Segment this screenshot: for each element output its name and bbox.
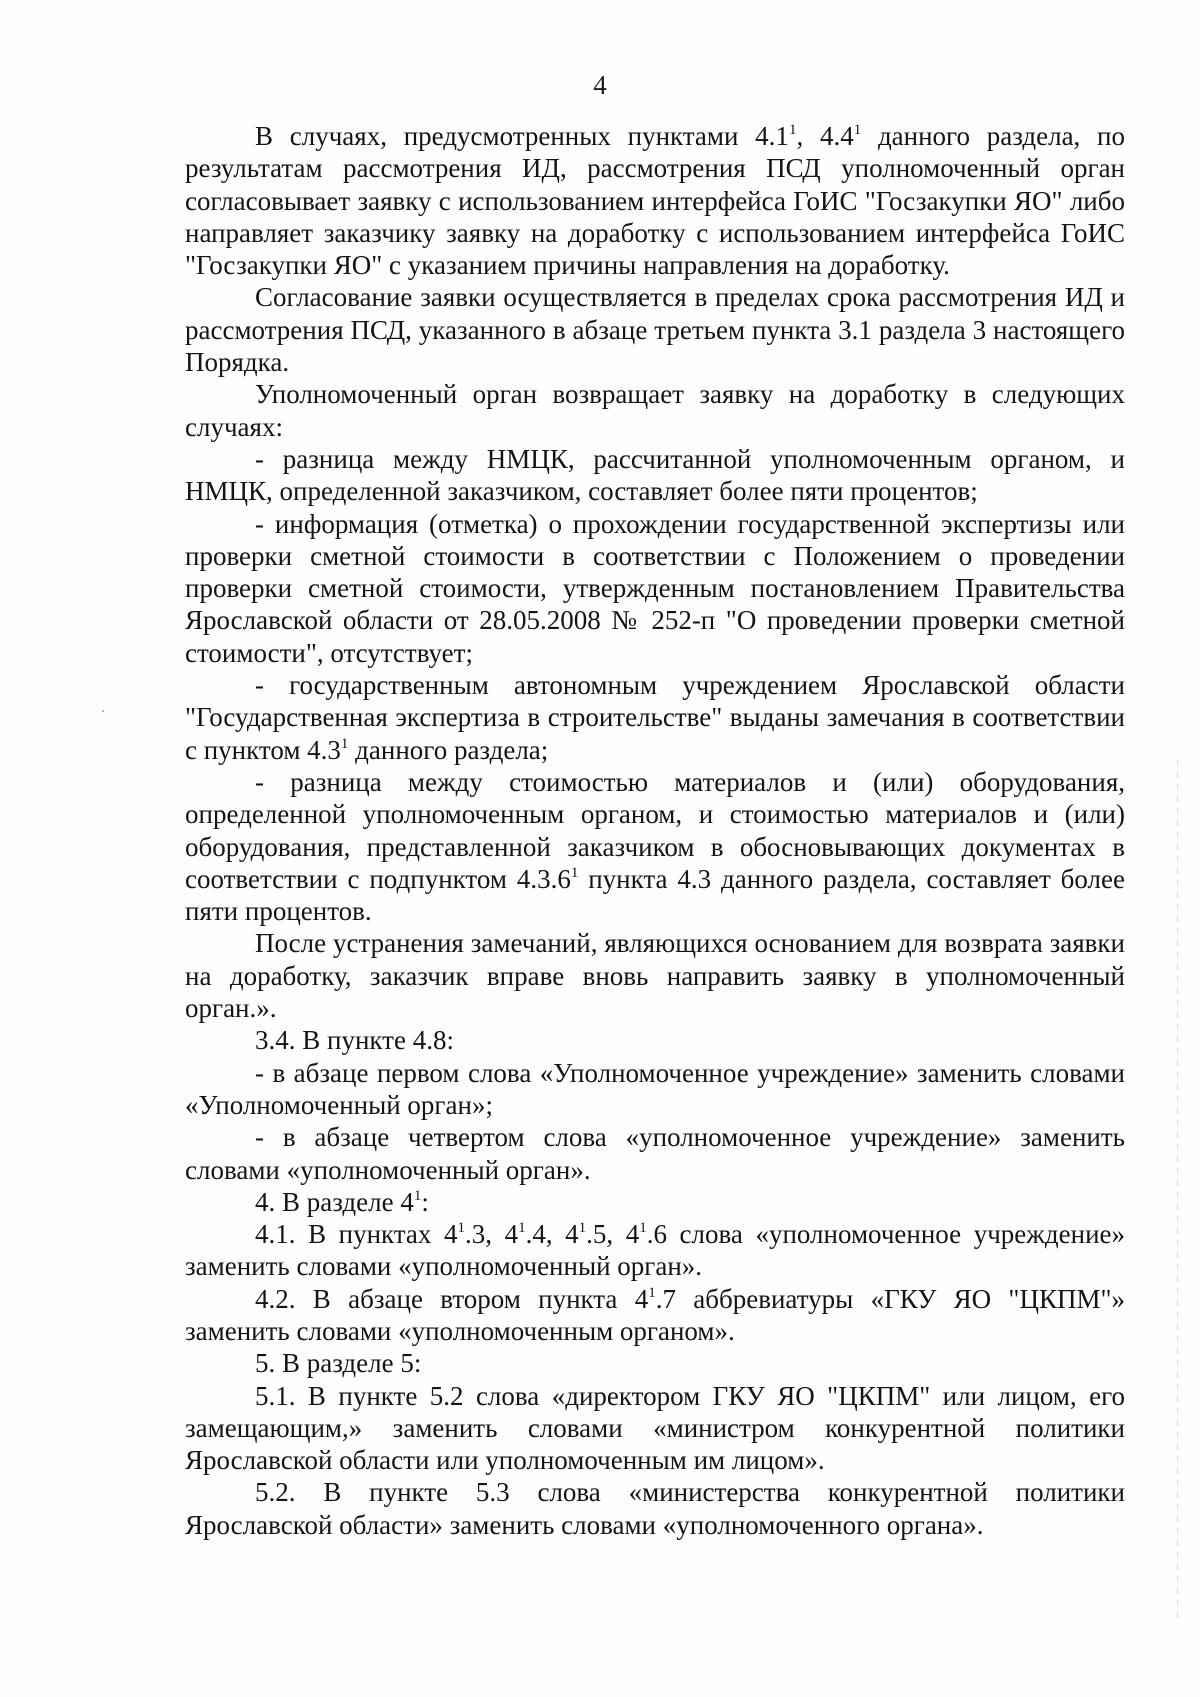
paragraph-item-3-4: 3.4. В пункте 4.8:	[255, 1025, 454, 1056]
paragraph-item-3-4-fourth: - в абзаце четвертом слова «уполномоченное учреждение» заменить словами «уполномоченный орган».	[185, 1122, 1125, 1185]
scan-edge-artifact	[1177, 760, 1178, 1620]
scan-speck	[102, 710, 104, 712]
paragraph-approval-cases: В случаях, предусмотренных пунктами $4.1^1$, $4.4^1$ данного раздела, по результатам рассмотрения ИД, рассмотрения ПСД уполномоченный орган согласовывает заявку с использованием интерфейса ГоИС "Госзакупки ЯО" либо направляет заказчику заявку на доработку с использованием интерфейса ГоИС "Госзакупки ЯО" с указанием причины направления на доработку.	[185, 121, 1125, 281]
paragraph-section-4-1: 4. В разделе $4^1$:	[255, 1186, 429, 1217]
paragraph-case-materials-difference: - разница между стоимостью материалов и (или) оборудования, определенной уполномоченным органом, и стоимостью материалов и (или) оборудования, представленной заказчиком в обосновывающих документах в соответствии с подпунктом 4.3.6$^1$ пункта 4.3 данного раздела, составляет более пяти процентов.	[185, 766, 1125, 927]
page-number: 4	[593, 70, 607, 100]
paragraph-approval-term: Согласование заявки осуществляется в пределах срока рассмотрения ИД и рассмотрения ПСД, указанного в абзаце третьем пункта 3.1 раздела 3 настоящего Порядка.	[185, 282, 1125, 378]
paragraph-item-4-1: 4.1. В пунктах $4^1.3$, $4^1.4$, $4^1.5$, $4^1.6$ слова «уполномоченное учреждение» заменить словами «уполномоченный орган».	[185, 1219, 1126, 1282]
document-body	[185, 120, 1125, 1541]
paragraph-item-5-1: 5.1. В пункте 5.2 слова «директором ГКУ ЯО "ЦКПМ" или лицом, его замещающим,» заменить словами «министром конкурентной политики Ярославской области или уполномоченным им лицом».	[185, 1380, 1125, 1476]
paragraph-case-nmck-difference: - разница между НМЦК, рассчитанной уполномоченным органом, и НМЦК, определенной заказчиком, составляет более пяти процентов;	[185, 443, 1125, 507]
paragraph-item-4-2: 4.2. В абзаце втором пункта $4^1.7$ аббревиатуры «ГКУ ЯО "ЦКПМ"» заменить словами «уполномоченным органом».	[185, 1283, 1125, 1346]
paragraph-return-cases-intro: Уполномоченный орган возвращает заявку на доработку в следующих случаях:	[185, 379, 1125, 442]
paragraph-case-expertise-missing: - информация (отметка) о прохождении государственной экспертизы или проверки сметной стоимости в соответствии с Положением о проведении проверки сметной стоимости, утвержденным постановлением Правительства Ярославской области от 28.05.2008 № 252-п "О проведении проверки сметной стоимости", отсутствует;	[185, 508, 1125, 668]
paragraph-item-3-4-first: - в абзаце первом слова «Уполномоченное учреждение» заменить словами «Уполномоченный орган»;	[185, 1057, 1125, 1120]
paragraph-section-5: 5. В разделе 5:	[255, 1348, 422, 1379]
paragraph-resubmission: После устранения замечаний, являющихся основанием для возврата заявки на доработку, заказчик вправе вновь направить заявку в уполномоченный орган.».	[185, 928, 1125, 1024]
paragraph-case-expertise-remarks: - государственным автономным учреждением Ярославской области "Государственная экспертиза в строительстве" выданы замечания в соответствии с пунктом $4.3^1$ данного раздела;	[185, 670, 1125, 765]
paragraph-item-5-2: 5.2. В пункте 5.3 слова «министерства конкурентной политики Ярославской области» заменить словами «уполномоченного органа».	[185, 1477, 1125, 1540]
